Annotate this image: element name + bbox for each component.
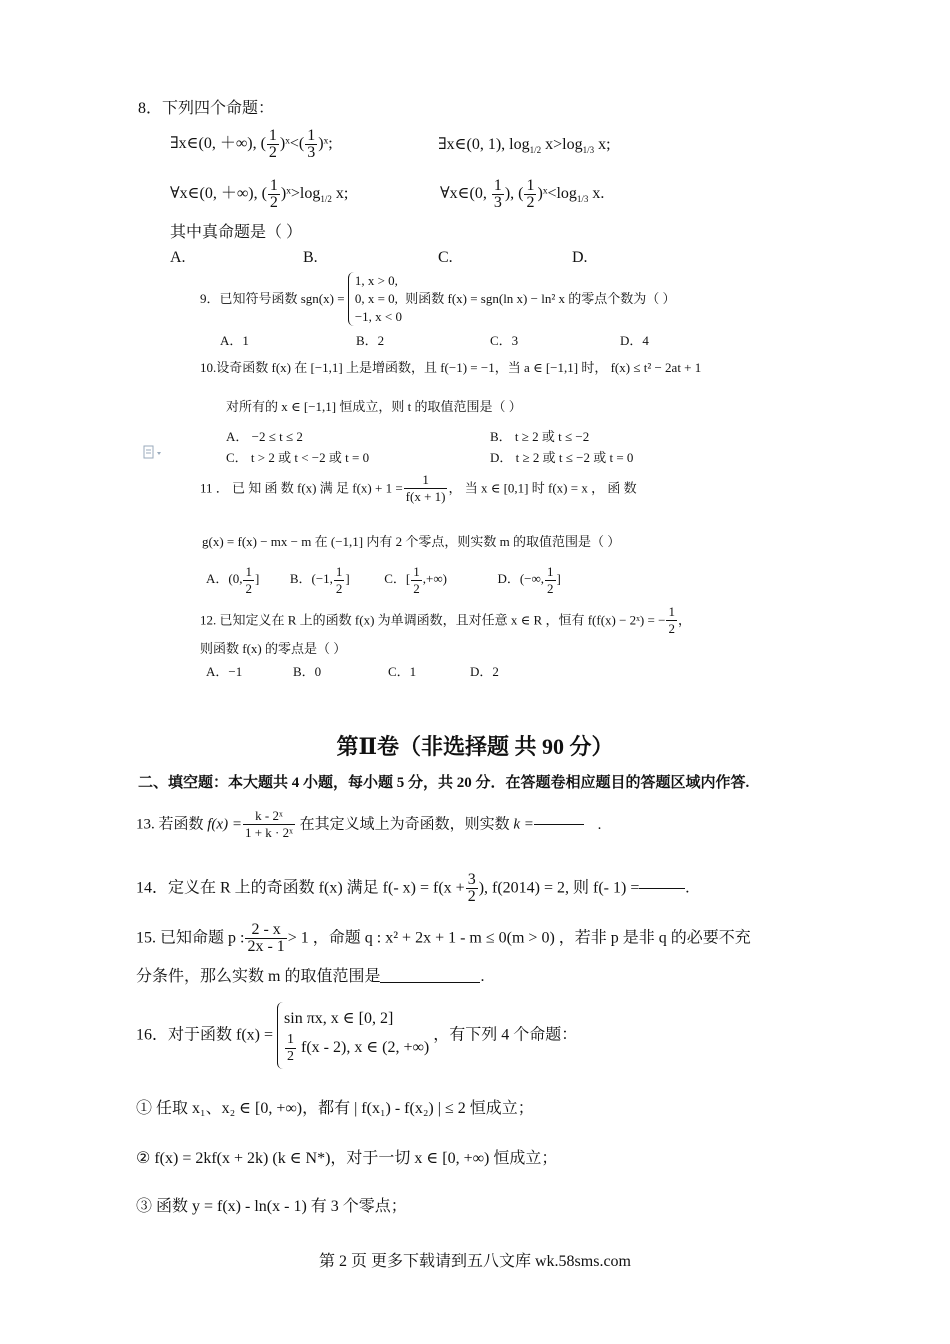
q12-line1: 12. 已知定义在 R 上的函数 f(x) 为单调函数，且对任意 x ∈ R ，恒有 f(f(x) − 2ˣ) = − $\frac{1}{2}$ ， [200,604,691,636]
q8-option-a: A. [170,249,186,266]
q16-piecewise: sin πx, x ∈ [0, 2] $\frac{1}{2}$ f(x - 2), x ∈ (2, +∞) [277,1002,429,1069]
q14-fraction: $\frac{3}{2}$ [467,871,476,905]
q12-option-d: D．2 [470,664,499,679]
frac-half: $\frac{1}{2}$ [269,177,278,211]
q8-prop4: ∀x∈(0, $\frac{1}{3}$ ), ( $\frac{1}{2}$ )$ˣ<\log_{1/3}$ x. [440,177,605,211]
q16-stem: 16．对于函数 f(x) = sin πx, x ∈ [0, 2] $\frac{1}{2}$ f(x - 2), x ∈ (2, +∞) ，有下列 4 个命题： [136,1002,577,1069]
q12-option-c: C．1 [388,664,417,679]
q10-option-a: A． −2 ≤ t ≤ 2 [226,429,303,444]
q13: 13. 若函数 f(x) = $\frac{\text{k - 2ˣ}}{\text{1 + k · 2ˣ}}$ 在其定义域上为奇函数，则实数 k = . [136,808,602,840]
q15-line1: 15. 已知命题 p : $\frac{2 - x}{2x - 1}$ > 1 ，命题 q : x² + 2x + 1 - m ≤ 0(m > 0) ，若非 p 是非 q 的必要不充 [136,921,751,955]
document-icon [143,445,163,465]
q8-option-c: C. [438,249,453,266]
q11-line2: g(x) = f(x) − mx − m 在 (−1,1] 内有 2 个零点，则实数 m 的取值范围是（ ） [202,534,621,549]
section-heading: 二、填空题：本大题共 4 小题，每小题 5 分，共 20 分．在答题卷相应题目的答题区域内作答. [138,775,750,791]
q11-option-b: B．(−1, $\frac{1}{2}$ ] [289,564,350,596]
q8-ask: 其中真命题是（ ） [170,224,303,241]
q11-option-c: C．[ $\frac{1}{2}$ ,+∞) [384,564,447,596]
frac-half: $\frac{1}{2}$ [268,127,277,161]
q8-option-d: D. [572,249,588,266]
q9-stem: 9．已知符号函数 sgn(x) = 1, x > 0, 0, x = 0, −1, x < 0 则函数 f(x) = sgn(ln x) − ln² x 的零点个数为（ ） [200,273,676,324]
frac-third: $\frac{1}{3}$ [307,127,316,161]
q14: 14．定义在 R 上的奇函数 f(x) 满足 f(- x) = f(x + $\frac{3}{2}$ ), f(2014) = 2, 则 f(- 1) = . [136,871,690,905]
q12-option-b: B．0 [293,664,322,679]
q8-prop2: ∃x∈(0, 1), $\log_{1/2} x>\log_{1/3}$ x; [438,136,611,155]
q10-option-c: C． t > 2 或 t < −2 或 t = 0 [226,450,370,465]
q9-option-a: A．1 [220,333,249,348]
q8-option-b: B. [303,249,318,266]
q9-option-d: D．4 [620,333,649,348]
q9-option-b: B．2 [356,333,385,348]
q11-option-d: D．(−∞, $\frac{1}{2}$ ] [497,564,561,596]
q9-piecewise: 1, x > 0, 0, x = 0, −1, x < 0 [348,272,402,326]
q10-line2: 对所有的 x ∈ [−1,1] 恒成立，则 t 的取值范围是（ ） [226,399,522,414]
frac-half: $\frac{1}{2}$ [526,177,535,211]
q15-fraction: $\frac{2 - x}{2x - 1}$ [247,921,285,955]
q8-prop3: ∀x∈(0, ＋∞), ( $\frac{1}{2}$ )$ˣ>\log_{1/2}$ x; [170,177,349,211]
q11-options [206,564,561,597]
q13-fraction: $\frac{\text{k - 2ˣ}}{\text{1 + k · 2ˣ}}$ [244,808,293,840]
q11-fraction: $\frac{1}{f(x + 1)}$ [405,472,446,504]
page-footer: 第 2 页 更多下载请到五八文库 wk.58sms.com [318,1253,631,1270]
q10-option-d: D． t ≥ 2 或 t ≤ −2 或 t = 0 [490,450,634,465]
q10-line1: 10.设奇函数 f(x) 在 [−1,1] 上是增函数，且 f(−1) = −1，当 a ∈ [−1,1] 时， f(x) ≤ t² − 2at + 1 [200,360,702,375]
frac-third: $\frac{1}{3}$ [493,177,502,211]
q11-line1: 11 ． 已 知 函 数 f(x) 满 足 f(x) + 1 = $\frac{1}{f(x + 1)}$ ， 当 x ∈ [0,1] 时 f(x) = x ， 函 数 [200,472,637,504]
q16-statement-1: ① 任取 x₁、x₂ ∈ [0, +∞)，都有 | f(x₁) - f(x₂) | ≤ 2 恒成立； [136,1100,534,1117]
q16-statement-3: ③ 函数 y = f(x) - ln(x - 1) 有 3 个零点； [136,1198,407,1215]
q11-option-a: A．(0, $\frac{1}{2}$ ] [206,564,260,596]
q12-line2: 则函数 f(x) 的零点是（ ） [200,641,347,656]
part2-title: 第Ⅱ卷（非选择题 共 90 分） [336,734,614,759]
q8-stem: 8．下列四个命题： [138,100,275,117]
q15-line2: 分条件，那么实数 m 的取值范围是 . [136,968,485,985]
q9-option-c: C．3 [490,333,519,348]
q16-statement-2: ② f(x) = 2kf(x + 2k) (k ∈ N*)，对于一切 x ∈ [0, +∞) 恒成立； [136,1150,558,1167]
q10-option-b: B． t ≥ 2 或 t ≤ −2 [490,429,590,444]
q12-option-a: A．−1 [206,664,243,679]
q8-prop1: ∃x∈(0, ＋∞), ( $\frac{1}{2}$ )ˣ<( $\frac{1}{3}$ )ˣ; [170,127,333,161]
